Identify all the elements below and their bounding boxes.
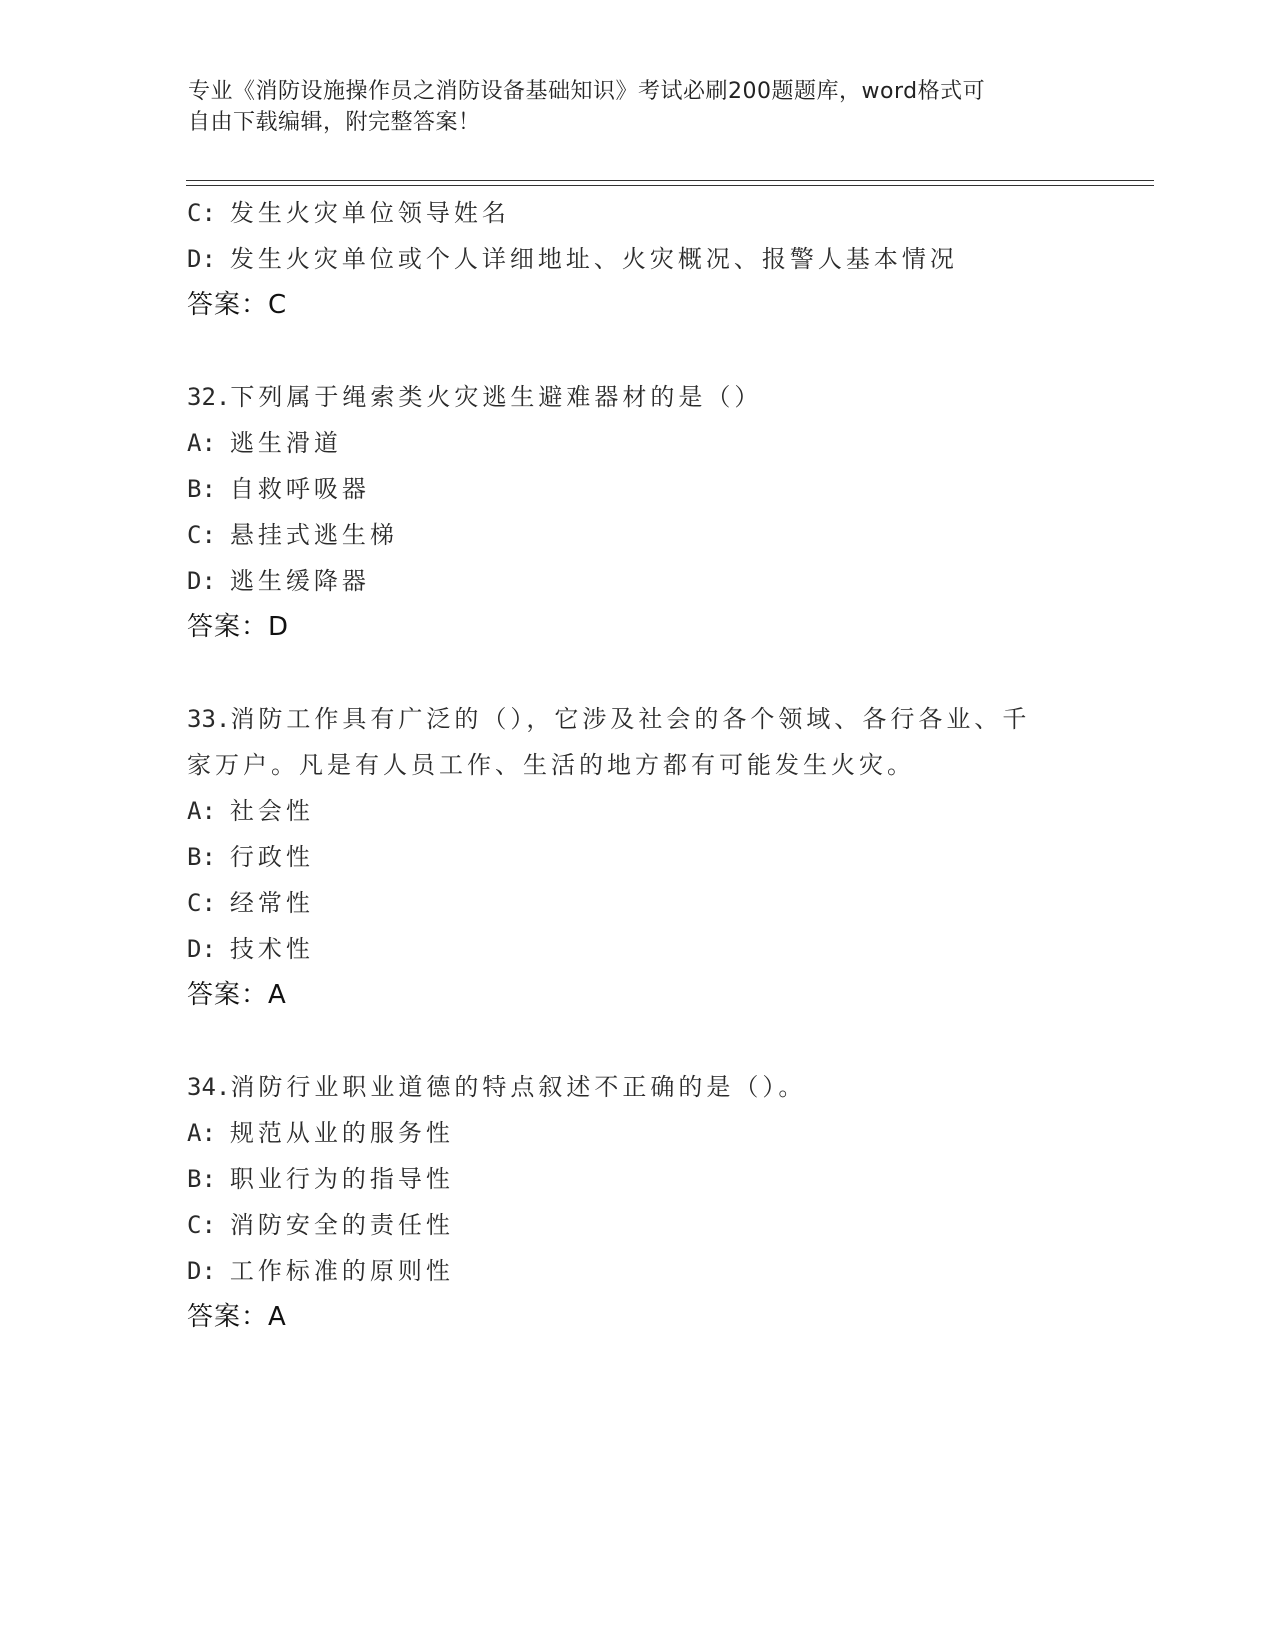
option-line (187, 190, 1087, 236)
question-stem (187, 696, 1087, 742)
answer-line: 答案：C (187, 290, 288, 320)
header-line-1: 专业《消防设施操作员之消防设备基础知识》考试必刷200题题库，word格式可 (188, 79, 986, 104)
option-text: 发生火灾单位或个人详细地址、火灾概况、报警人基本情况 (229, 245, 958, 273)
option-line (187, 1248, 1087, 1294)
question-number: 32. (187, 383, 231, 411)
question-text: 消防行业职业道德的特点叙述不正确的是（）。 (230, 1073, 807, 1101)
question-stem (187, 1064, 1087, 1110)
question-stem (187, 374, 1087, 420)
question-text: 家万户。凡是有人员工作、生活的地方都有可能发生火灾。 (187, 751, 915, 779)
spacer (187, 328, 1087, 374)
option-letter: D: (187, 245, 216, 273)
option-text: 工作标准的原则性 (229, 1257, 454, 1285)
question-number: 33. (187, 705, 231, 733)
option-text: 行政性 (229, 843, 314, 871)
question-number: 34. (187, 1073, 231, 1101)
option-letter: D: (187, 935, 216, 963)
option-letter: A: (187, 1119, 216, 1147)
option-letter: A: (187, 429, 216, 457)
prev-question-tail (187, 190, 1087, 328)
option-text: 技术性 (229, 935, 314, 963)
option-line (187, 788, 1087, 834)
option-line (187, 1202, 1087, 1248)
header-divider-bottom (186, 185, 1154, 186)
option-text: 自救呼吸器 (229, 475, 370, 503)
spacer (187, 650, 1087, 696)
question-text: 消防工作具有广泛的（），它涉及社会的各个领域、各行各业、千 (230, 705, 1031, 733)
option-letter: B: (187, 1165, 216, 1193)
option-text: 消防安全的责任性 (229, 1211, 454, 1239)
question-stem-continued (187, 742, 1087, 788)
option-line (187, 926, 1087, 972)
header-line-2: 自由下载编辑，附完整答案！ (188, 110, 481, 135)
answer-line: 答案：A (187, 1302, 287, 1332)
option-line (187, 1156, 1087, 1202)
header-divider-top (186, 180, 1154, 181)
option-line (187, 236, 1087, 282)
question-text: 下列属于绳索类火灾逃生避难器材的是（） (230, 383, 763, 411)
option-line (187, 420, 1087, 466)
option-line (187, 834, 1087, 880)
option-letter: C: (187, 1211, 216, 1239)
option-text: 发生火灾单位领导姓名 (229, 199, 510, 227)
answer-line: 答案：A (187, 980, 287, 1010)
option-line (187, 558, 1087, 604)
option-letter: C: (187, 199, 216, 227)
option-line (187, 880, 1087, 926)
option-letter: B: (187, 843, 216, 871)
option-text: 职业行为的指导性 (229, 1165, 454, 1193)
question-block (187, 1064, 1087, 1340)
option-letter: B: (187, 475, 216, 503)
option-text: 逃生缓降器 (229, 567, 370, 595)
option-line (187, 512, 1087, 558)
option-text: 悬挂式逃生梯 (229, 521, 398, 549)
option-text: 经常性 (229, 889, 314, 917)
option-line (187, 1110, 1087, 1156)
option-letter: D: (187, 1257, 216, 1285)
option-text: 社会性 (229, 797, 314, 825)
option-letter: C: (187, 521, 216, 549)
spacer (187, 1018, 1087, 1064)
option-line (187, 466, 1087, 512)
option-text: 逃生滑道 (229, 429, 342, 457)
option-letter: D: (187, 567, 216, 595)
question-block (187, 374, 1087, 650)
document-header (188, 76, 1068, 138)
answer-line: 答案：D (187, 612, 290, 642)
question-list (187, 190, 1087, 1340)
question-block (187, 696, 1087, 1018)
option-letter: C: (187, 889, 216, 917)
option-letter: A: (187, 797, 216, 825)
option-text: 规范从业的服务性 (229, 1119, 454, 1147)
